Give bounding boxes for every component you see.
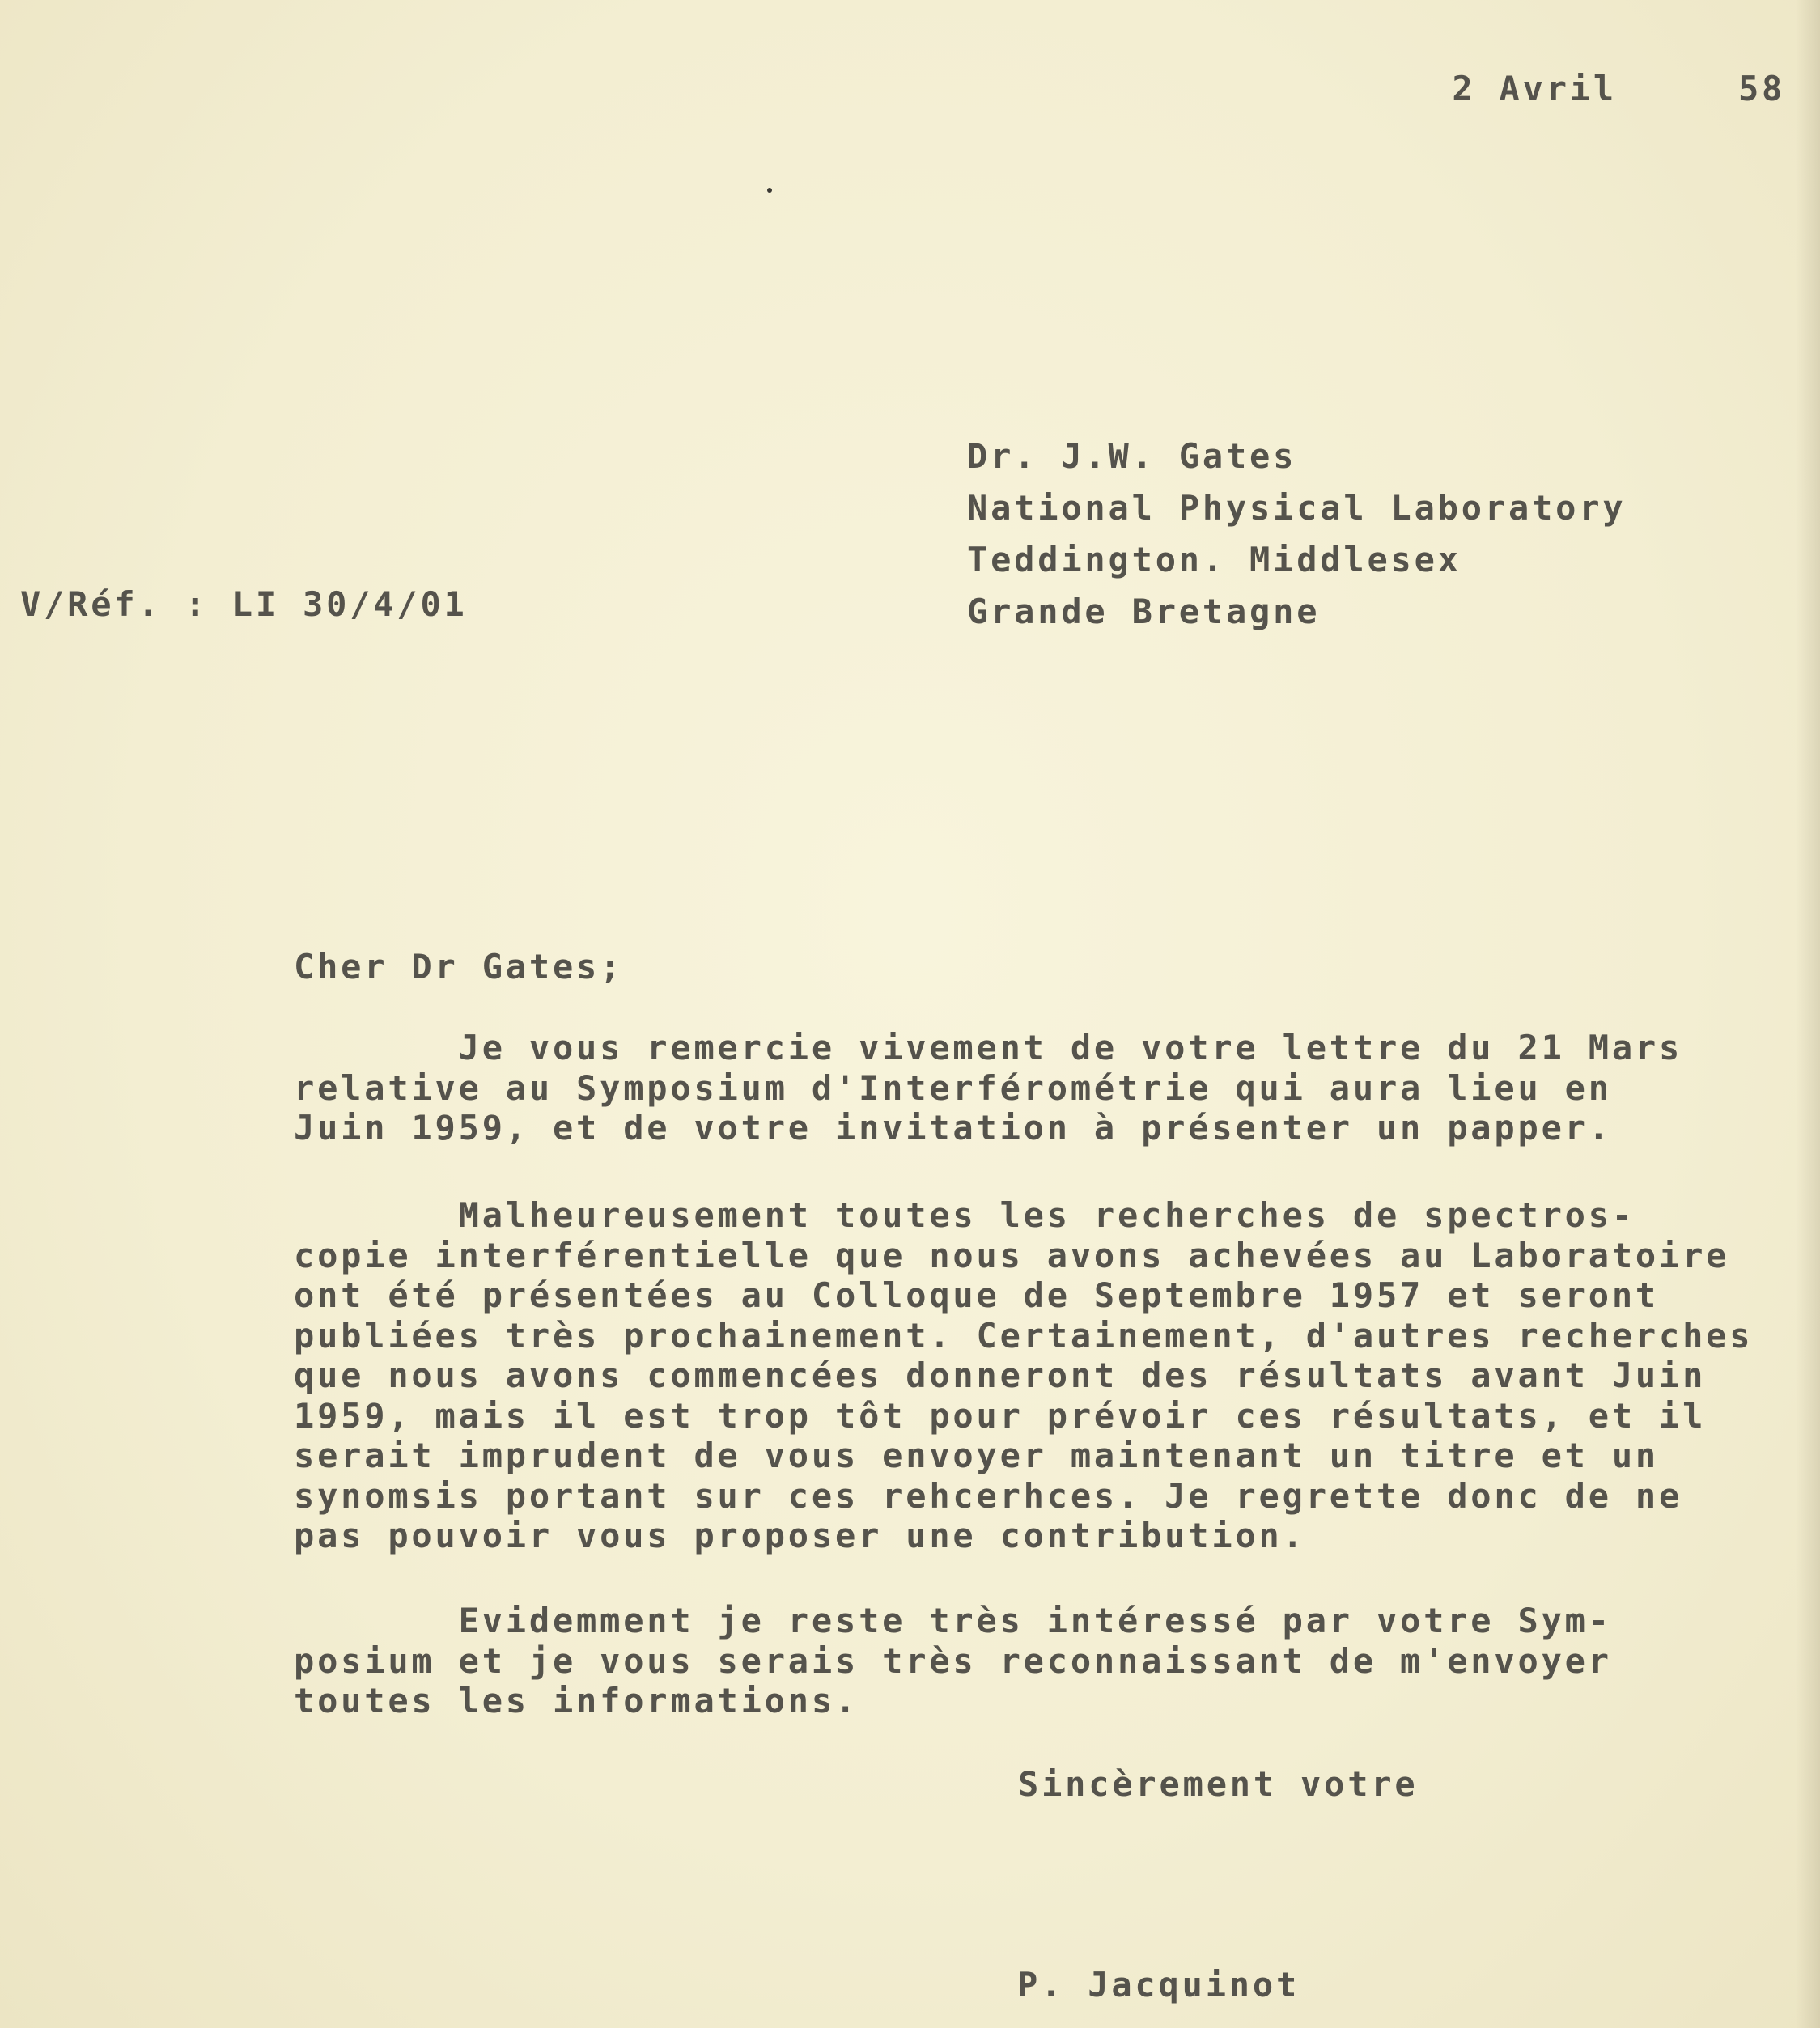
paragraph-line: posium et je vous serais très reconnaissant de m'envoyer [294,1640,1612,1681]
closing: Sincèrement votre [1018,1764,1419,1804]
page-edge-shadow [1796,0,1820,2028]
salutation: Cher Dr Gates; [294,947,624,986]
paragraph-line: ont été présentées au Colloque de Septembre 1957 et seront [294,1275,1659,1315]
letter-date [1358,29,1785,148]
ink-speck [767,188,772,193]
paragraph-line: Je vous remercie vivement de votre lettre du 21 Mars [294,1028,1683,1067]
paragraph-line: publiées très prochainement. Certainement, d'autres recherches [294,1315,1754,1356]
recipient-line: Dr. J.W. Gates [967,436,1297,476]
date-year: 58 [1737,69,1786,108]
paragraph-line: 1959, mais il est trop tôt pour prévoir ces résultats, et il [294,1395,1707,1436]
paragraph-1 [294,1028,1799,1148]
recipient-line: Grande Bretagne [967,592,1321,631]
paragraph-2 [294,1195,1799,1556]
recipient-line: National Physical Laboratory [967,488,1627,528]
paragraph-line: synomsis portant sur ces rehcerhces. Je regrette donc de ne [294,1475,1683,1516]
reference-number: V/Réf. : LI 30/4/01 [20,584,468,624]
paragraph-line: que nous avons commencées donneront des résultats avant Juin [294,1356,1707,1395]
paragraph-3 [294,1601,1799,1721]
paragraph-line: Malheureusement toutes les recherches de spectros- [294,1195,1635,1235]
recipient-line: Teddington. Middlesex [967,540,1462,579]
paragraph-line: copie interférentielle que nous avons achevées au Laboratoire [294,1235,1730,1275]
date-day-month: 2 Avril [1452,69,1617,108]
signature-name: P. Jacquinot [1017,1965,1300,2005]
paragraph-line: toutes les informations. [294,1681,859,1720]
paragraph-line: serait imprudent de vous envoyer maintenant un titre et un [294,1436,1659,1475]
paragraph-line: Evidemment je reste très intéressé par votre Sym- [294,1601,1612,1640]
paragraph-line: pas pouvoir vous proposer une contribution. [294,1516,1306,1555]
recipient-address [967,431,1626,638]
paragraph-line: Juin 1959, et de votre invitation à présenter un papper. [294,1108,1612,1148]
paragraph-line: relative au Symposium d'Interférométrie qui aura lieu en [294,1067,1612,1108]
